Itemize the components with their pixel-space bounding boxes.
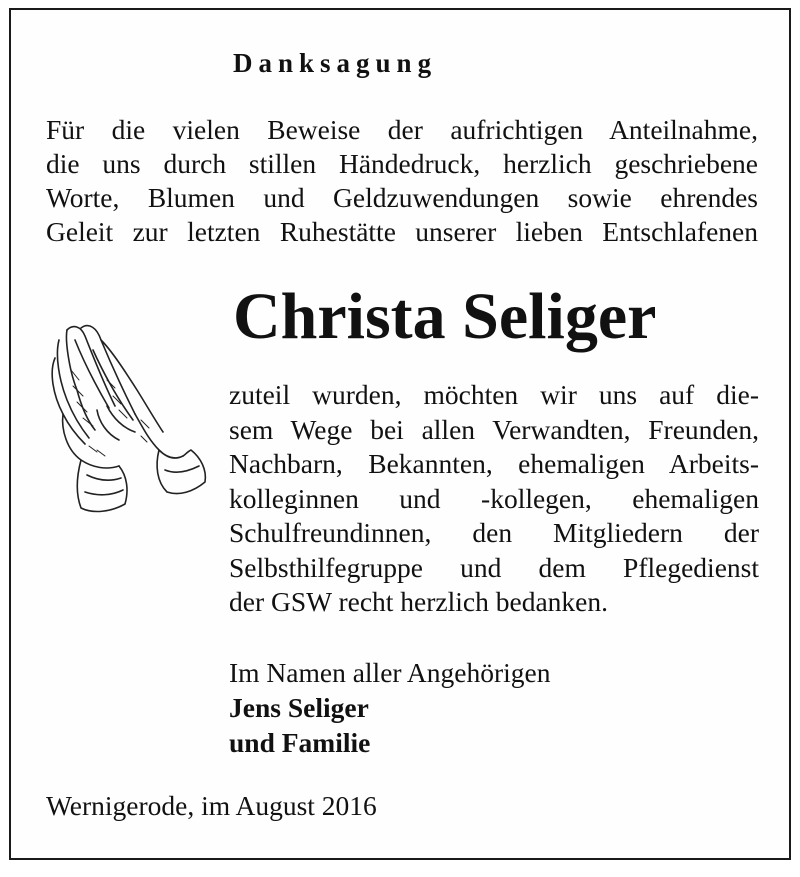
body-line: Schulfreundinnen, den Mitgliedern der xyxy=(229,517,759,548)
intro-line: Geleit zur letzten Ruhestätte unserer lieben Entschlafenen xyxy=(46,216,758,247)
body-line: sem Wege bei allen Verwandten, Freunden, xyxy=(229,413,759,445)
body-text xyxy=(229,378,759,620)
obituary-card xyxy=(9,8,791,860)
signer-family: und Familie xyxy=(229,727,371,758)
heading: Danksagung xyxy=(233,48,438,78)
deceased-name: Christa Seliger xyxy=(233,280,657,353)
body-line: zuteil wurden, möchten wir uns auf die- xyxy=(229,379,759,410)
intro-text xyxy=(46,113,758,249)
place-date: Wernigerode, im August 2016 xyxy=(46,790,377,821)
signer-name: Jens Seliger xyxy=(229,692,369,723)
body-line: Nachbarn, Bekannten, ehemaligen Arbeits- xyxy=(229,448,759,479)
intro-line: Für die vielen Beweise der aufrichtigen Anteilnahme, xyxy=(46,114,758,145)
intro-line: Worte, Blumen und Geldzuwendungen sowie ehrendes xyxy=(46,182,758,213)
signoff-text: Im Namen aller Angehörigen xyxy=(229,657,551,688)
praying-hands-icon xyxy=(37,310,212,525)
body-line: Selbsthilfegruppe und dem Pflegedienst xyxy=(229,551,759,583)
intro-line: die uns durch stillen Händedruck, herzlich geschriebene xyxy=(46,148,758,179)
body-line: kolleginnen und -kollegen, ehemaligen xyxy=(229,482,759,514)
body-line: der GSW recht herzlich bedanken. xyxy=(229,586,608,617)
signature-block xyxy=(229,655,551,760)
